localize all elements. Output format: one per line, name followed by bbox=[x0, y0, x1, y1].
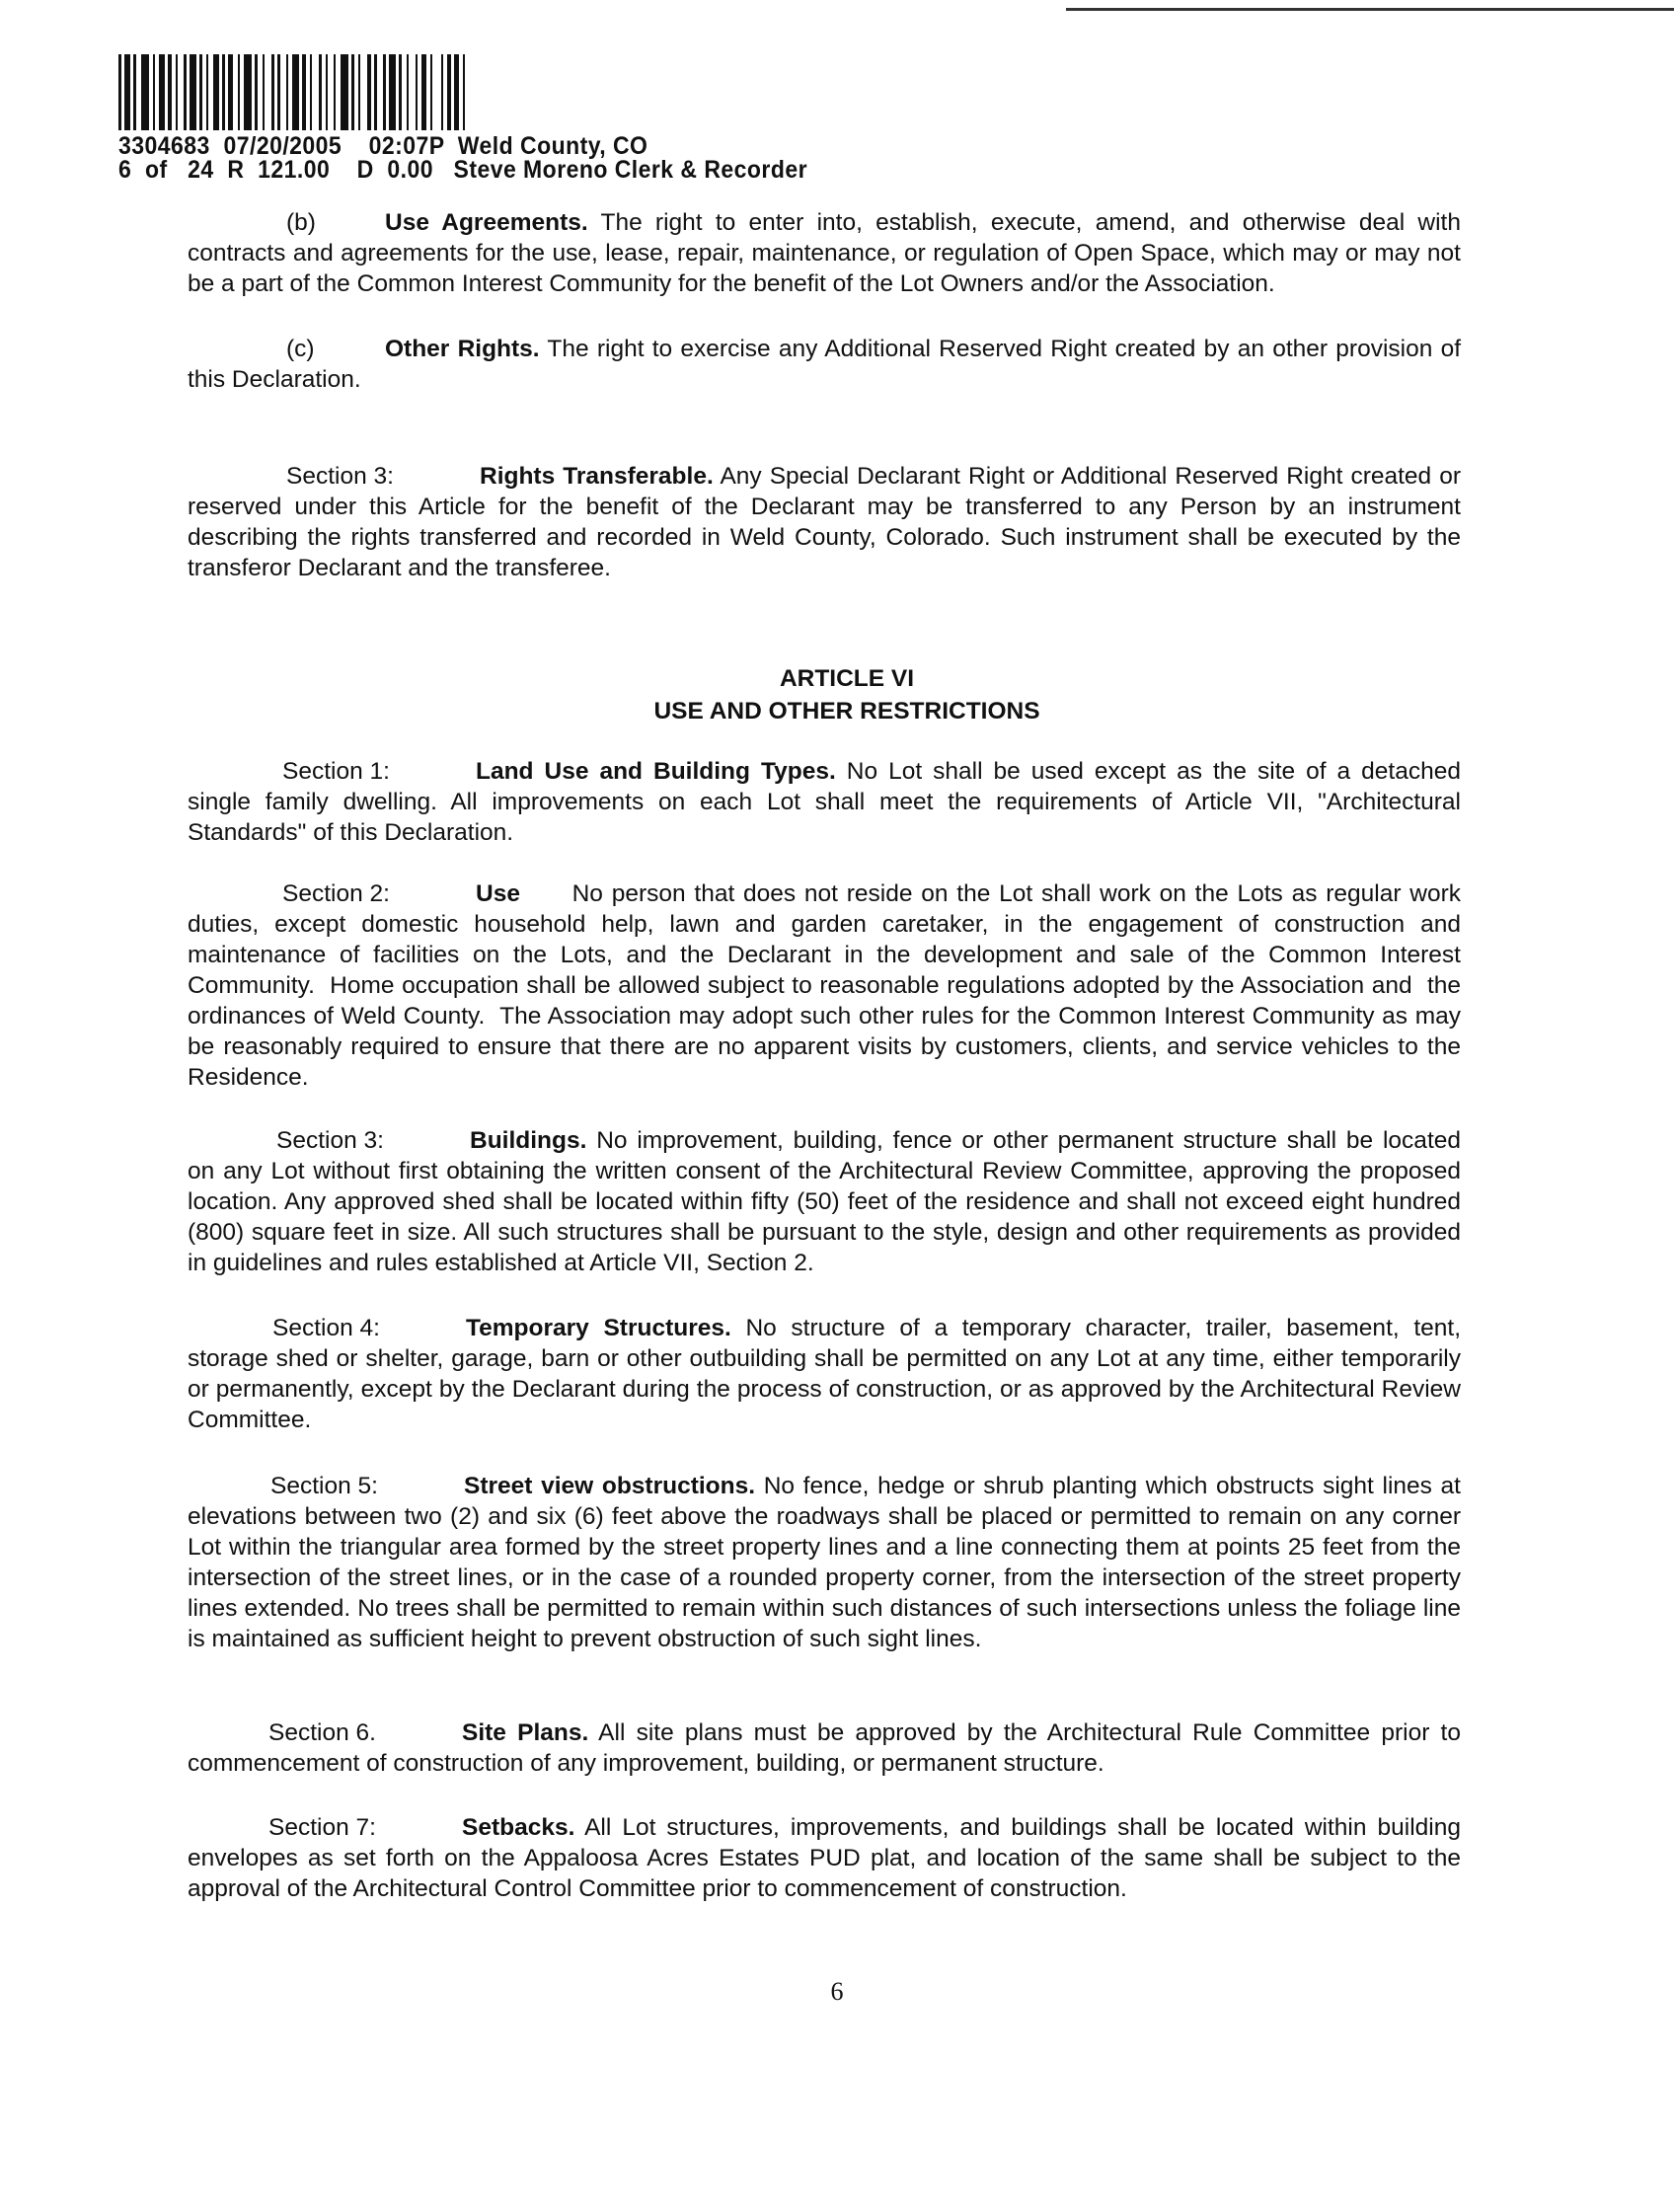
paragraph-text: Any Special Declarant Right or Additional Reserved Right created or reserved under this Article for the benefit of the Declarant may be transferred to any Person by an instrument describing the rights transferred and recorded in Weld County, Colorado. Such instrument shall be executed by the transferor Declarant and the transferee. bbox=[188, 463, 1461, 581]
section-heading: Site Plans. bbox=[462, 1719, 589, 1746]
section-2 bbox=[188, 878, 1468, 1093]
section-7 bbox=[188, 1812, 1461, 1904]
section-label: Section 1: bbox=[282, 758, 390, 785]
paragraph-text: The right to exercise any Additional Reserved Right created by an other provision of this Declaration. bbox=[188, 336, 1461, 393]
paragraph-label: (c) bbox=[286, 336, 315, 362]
recording-header-line-2: 6 of 24 R 121.00 D 0.00 Steve Moreno Clerk & Recorder bbox=[118, 156, 807, 184]
section-text: No fence, hedge or shrub planting which obstructs sight lines at elevations between two (2) and six (6) feet above the roadways shall be placed or permitted to remain on any corner Lot within the triangular area formed by the street property lines and a line connecting them at points 25 feet from the intersection of the street lines, or in the case of a rounded property corner, from the intersection of the street property lines extended. No trees shall be permitted to remain within such distances of such intersections unless the foliage line is maintained as sufficient height to prevent obstruction of such sight lines. bbox=[188, 1473, 1461, 1652]
section-label: Section 4: bbox=[272, 1315, 380, 1341]
section-4 bbox=[188, 1313, 1461, 1435]
section-label: Section 5: bbox=[270, 1473, 378, 1499]
section-6 bbox=[188, 1717, 1461, 1779]
section-heading: Street view obstructions. bbox=[464, 1473, 756, 1499]
section-text: No improvement, building, fence or other permanent structure shall be located on any Lot without first obtaining the written consent of the Architectural Review Committee, approving the proposed location. Any approved shed shall be located within fifty (50) feet of the residence and shall not exceed eight hundred (800) square feet in size. All such structures shall be pursuant to the style, design and other requirements as provided in guidelines and rules established at Article VII, Section 2. bbox=[188, 1127, 1461, 1276]
paragraph-other-rights bbox=[188, 334, 1461, 395]
paragraph-heading: Other Rights. bbox=[385, 336, 540, 362]
barcode-image bbox=[118, 54, 799, 130]
section-label: Section 7: bbox=[268, 1814, 376, 1841]
paragraph-use-agreements bbox=[188, 207, 1461, 299]
section-5 bbox=[188, 1471, 1461, 1654]
section-text: No person that does not reside on the Lot shall work on the Lots as regular work duties, except domestic household help, lawn and garden caretaker, in the engagement of construction and maintenance of facilities on the Lots, and the Declarant in the development and sale of the Common Interest Community. Home occupation shall be allowed subject to reasonable regulations adopted by the Association and the ordinances of Weld County. The Association may adopt such other rules for the Common Interest Community as may be reasonably required to ensure that there are no apparent visits by customers, clients, and service vehicles to the Residence. bbox=[188, 880, 1468, 1091]
paragraph-label: Section 3: bbox=[286, 463, 394, 490]
article-title: USE AND OTHER RESTRICTIONS bbox=[653, 698, 1040, 725]
section-text: All Lot structures, improvements, and buildings shall be located within building envelopes as set forth on the Appaloosa Acres Estates PUD plat, and location of the same shall be subject to the approval of the Architectural Control Committee prior to commencement of construction. bbox=[188, 1814, 1461, 1902]
page-number: 6 bbox=[830, 1977, 844, 2006]
section-label: Section 2: bbox=[282, 880, 390, 907]
section-heading: Buildings. bbox=[470, 1127, 587, 1154]
scan-edge-line bbox=[1066, 8, 1674, 11]
section-heading: Land Use and Building Types. bbox=[476, 758, 836, 785]
paragraph-heading: Rights Transferable. bbox=[480, 463, 714, 490]
paragraph-heading: Use Agreements. bbox=[385, 209, 588, 236]
article-number: ARTICLE VI bbox=[779, 665, 915, 692]
paragraph-label: (b) bbox=[286, 209, 316, 236]
section-text: All site plans must be approved by the Architectural Rule Committee prior to commencement of construction of any improvement, building, or permanent structure. bbox=[188, 1719, 1461, 1777]
section-1 bbox=[188, 756, 1461, 848]
section-text: No structure of a temporary character, trailer, basement, tent, storage shed or shelter, garage, barn or other outbuilding shall be permitted on any Lot at any time, either temporarily or permanently, except by the Declarant during the process of construction, or as approved by the Architectural Review Committee. bbox=[188, 1315, 1461, 1433]
section-heading: Setbacks. bbox=[462, 1814, 575, 1841]
section-label: Section 3: bbox=[276, 1127, 384, 1154]
section-3-buildings bbox=[188, 1125, 1461, 1278]
section-label: Section 6. bbox=[268, 1719, 376, 1746]
section-text: No Lot shall be used except as the site of a detached single family dwelling. All improvements on each Lot shall meet the requirements of Article VII, "Architectural Standards" of this Declaration. bbox=[188, 758, 1461, 846]
section-heading: Use bbox=[476, 880, 520, 907]
paragraph-text: The right to enter into, establish, execute, amend, and otherwise deal with contracts and agreements for the use, lease, repair, maintenance, or regulation of Open Space, which may or may not be a part of the Common Interest Community for the benefit of the Lot Owners and/or the Association. bbox=[188, 209, 1461, 297]
section-heading: Temporary Structures. bbox=[466, 1315, 731, 1341]
recording-header-line-1: 3304683 07/20/2005 02:07P Weld County, CO bbox=[118, 132, 648, 160]
paragraph-rights-transferable bbox=[188, 461, 1461, 583]
